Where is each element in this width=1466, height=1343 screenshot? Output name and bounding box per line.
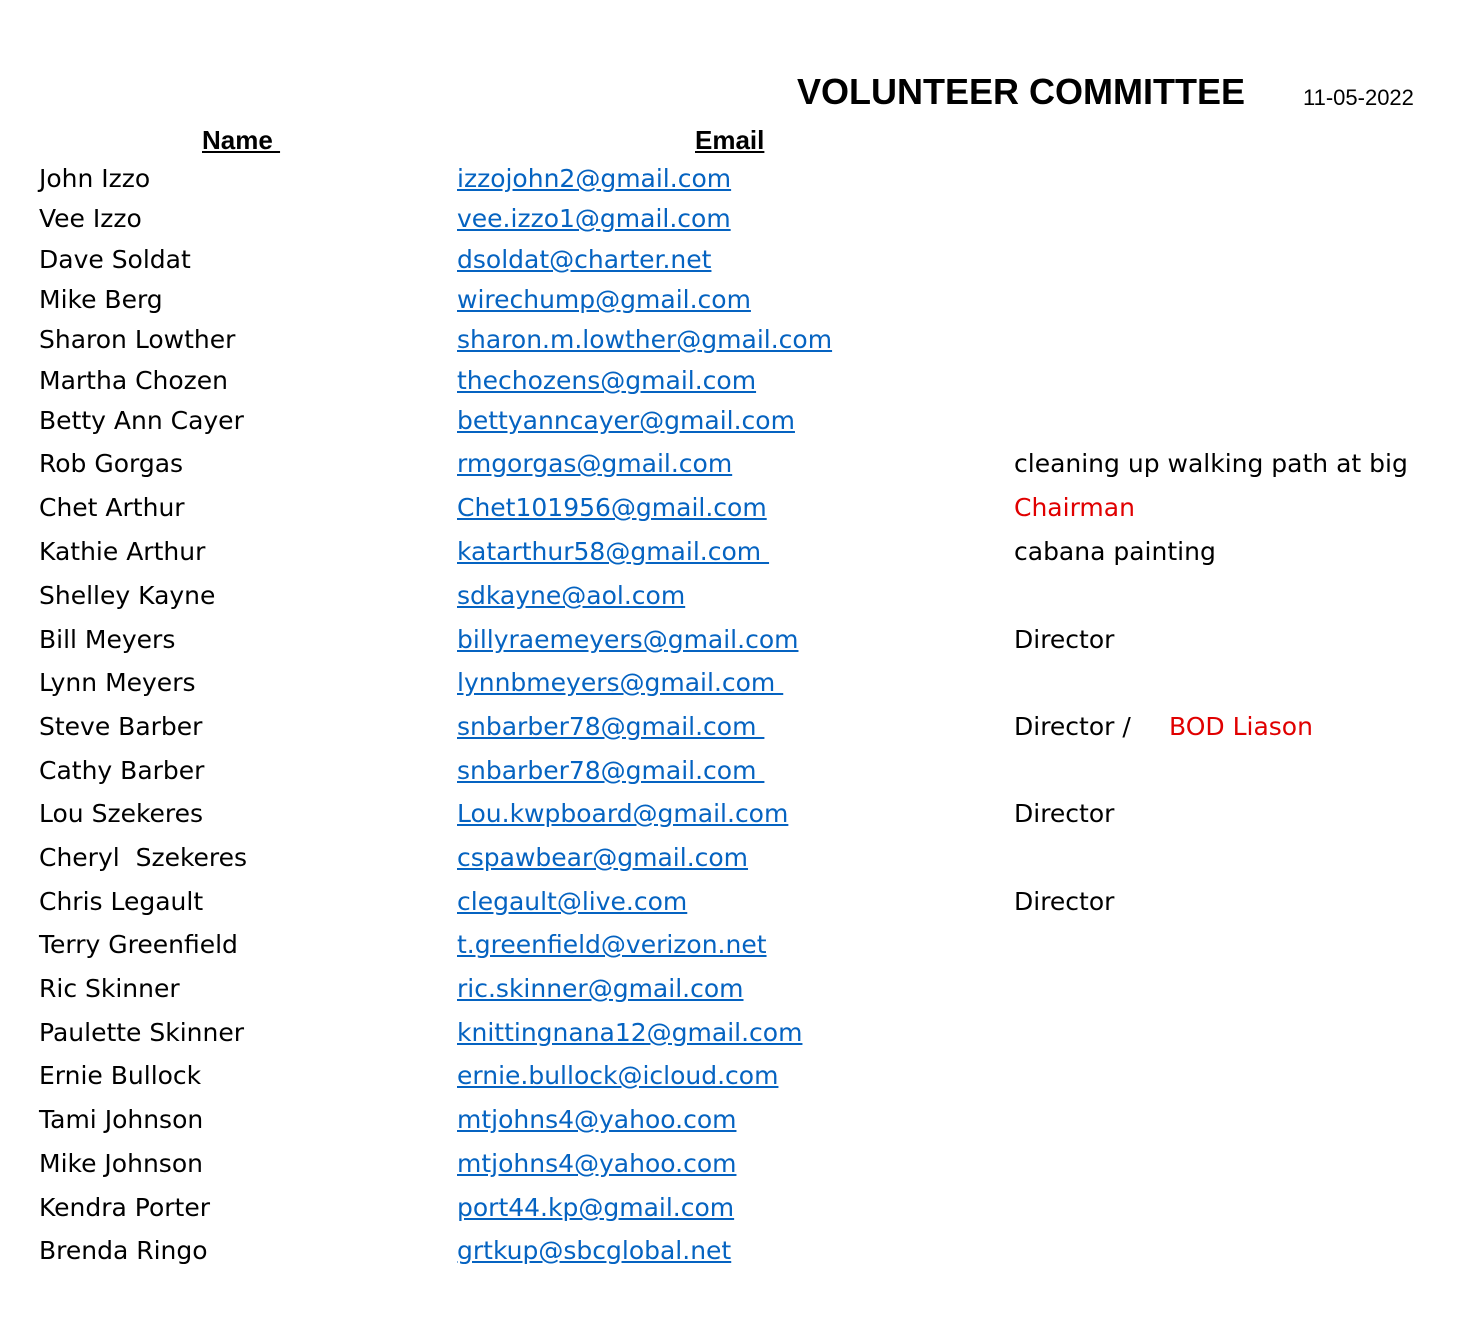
volunteer-name: Vee Izzo [39, 204, 142, 233]
table-row [0, 840, 1466, 880]
volunteer-email-link[interactable]: sdkayne@aol.com [457, 581, 686, 610]
volunteer-email-link[interactable]: Lou.kwpboard@gmail.com [457, 799, 789, 828]
volunteer-name: Mike Johnson [39, 1149, 203, 1178]
volunteer-name: Chet Arthur [39, 493, 185, 522]
volunteer-email-link[interactable]: wirechump@gmail.com [457, 285, 751, 314]
volunteer-note: Director [1014, 799, 1115, 828]
volunteer-name: Ernie Bullock [39, 1061, 202, 1090]
table-row [0, 1233, 1466, 1273]
table-row [0, 578, 1466, 618]
date: 11-05-2022 [1303, 85, 1414, 110]
volunteer-email-link[interactable]: ric.skinner@gmail.com [457, 974, 744, 1003]
volunteer-email-link[interactable]: knittingnana12@gmail.com [457, 1018, 803, 1047]
volunteer-email-link[interactable]: mtjohns4@yahoo.com [457, 1149, 737, 1178]
volunteer-note: Director [1014, 887, 1115, 916]
volunteer-name: Dave Soldat [39, 245, 191, 274]
table-row [0, 1102, 1466, 1142]
volunteer-name: Sharon Lowther [39, 325, 236, 354]
volunteer-name: Tami Johnson [39, 1105, 204, 1134]
volunteer-note: Director [1014, 625, 1115, 654]
volunteer-name: Cathy Barber [39, 756, 205, 785]
volunteer-email-link[interactable]: t.greenfield@verizon.net [457, 930, 767, 959]
table-row [0, 201, 1466, 241]
table-row [0, 363, 1466, 403]
volunteer-name: John Izzo [39, 164, 151, 193]
volunteer-name: Terry Greenfield [39, 930, 238, 959]
table-row [0, 1146, 1466, 1186]
volunteer-email-link[interactable]: Chet101956@gmail.com [457, 493, 767, 522]
volunteer-note: Director / [1014, 712, 1131, 741]
volunteer-note: cabana painting [1014, 537, 1216, 566]
table-row [0, 534, 1466, 574]
volunteer-name: Ric Skinner [39, 974, 180, 1003]
volunteer-email-link[interactable]: dsoldat@charter.net [457, 245, 712, 274]
volunteer-name: Betty Ann Cayer [39, 406, 244, 435]
table-row [0, 490, 1466, 530]
table-row [0, 927, 1466, 967]
volunteer-email-link[interactable]: thechozens@gmail.com [457, 366, 757, 395]
volunteer-name: Martha Chozen [39, 366, 229, 395]
volunteer-name: Kathie Arthur [39, 537, 206, 566]
volunteer-name: Mike Berg [39, 285, 163, 314]
table-row [0, 282, 1466, 322]
table-row [0, 796, 1466, 836]
volunteer-email-link[interactable]: lynnbmeyers@gmail.com [457, 668, 784, 697]
volunteer-name: Cheryl Szekeres [39, 843, 248, 872]
volunteer-role-highlight: BOD Liason [1169, 712, 1313, 741]
table-row [0, 446, 1466, 486]
table-row [0, 665, 1466, 705]
volunteer-email-link[interactable]: izzojohn2@gmail.com [457, 164, 732, 193]
table-row [0, 1058, 1466, 1098]
column-header-email: Email [695, 125, 765, 155]
table-row [0, 971, 1466, 1011]
volunteer-email-link[interactable]: ernie.bullock@icloud.com [457, 1061, 779, 1090]
table-row [0, 622, 1466, 662]
table-row [0, 403, 1466, 443]
volunteer-email-link[interactable]: rmgorgas@gmail.com [457, 449, 733, 478]
table-row [0, 709, 1466, 749]
column-header-name: Name [202, 125, 281, 155]
table-row [0, 753, 1466, 793]
volunteer-email-link[interactable]: bettyanncayer@gmail.com [457, 406, 795, 435]
volunteer-name: Steve Barber [39, 712, 203, 741]
volunteer-email-link[interactable]: snbarber78@gmail.com [457, 756, 765, 785]
volunteer-note: Chairman [1014, 493, 1135, 522]
volunteer-name: Lou Szekeres [39, 799, 204, 828]
volunteer-email-link[interactable]: mtjohns4@yahoo.com [457, 1105, 737, 1134]
volunteer-name: Chris Legault [39, 887, 204, 916]
table-row [0, 1015, 1466, 1055]
volunteer-email-link[interactable]: vee.izzo1@gmail.com [457, 204, 731, 233]
table-row [0, 242, 1466, 282]
volunteer-email-link[interactable]: grtkup@sbcglobal.net [457, 1236, 732, 1265]
table-row [0, 161, 1466, 201]
volunteer-email-link[interactable]: cspawbear@gmail.com [457, 843, 749, 872]
volunteer-email-link[interactable]: sharon.m.lowther@gmail.com [457, 325, 833, 354]
volunteer-email-link[interactable]: billyraemeyers@gmail.com [457, 625, 799, 654]
table-row [0, 1190, 1466, 1230]
table-row [0, 322, 1466, 362]
volunteer-name: Shelley Kayne [39, 581, 216, 610]
volunteer-note: cleaning up walking path at big [1014, 449, 1408, 478]
volunteer-email-link[interactable]: port44.kp@gmail.com [457, 1193, 735, 1222]
volunteer-email-link[interactable]: snbarber78@gmail.com [457, 712, 765, 741]
volunteer-email-link[interactable]: katarthur58@gmail.com [457, 537, 770, 566]
table-row [0, 884, 1466, 924]
volunteer-name: Kendra Porter [39, 1193, 211, 1222]
volunteer-name: Bill Meyers [39, 625, 176, 654]
volunteer-email-link[interactable]: clegault@live.com [457, 887, 688, 916]
title: VOLUNTEER COMMITTEE [797, 71, 1245, 112]
volunteer-name: Brenda Ringo [39, 1236, 208, 1265]
volunteer-name: Rob Gorgas [39, 449, 184, 478]
volunteer-name: Paulette Skinner [39, 1018, 245, 1047]
volunteer-name: Lynn Meyers [39, 668, 196, 697]
